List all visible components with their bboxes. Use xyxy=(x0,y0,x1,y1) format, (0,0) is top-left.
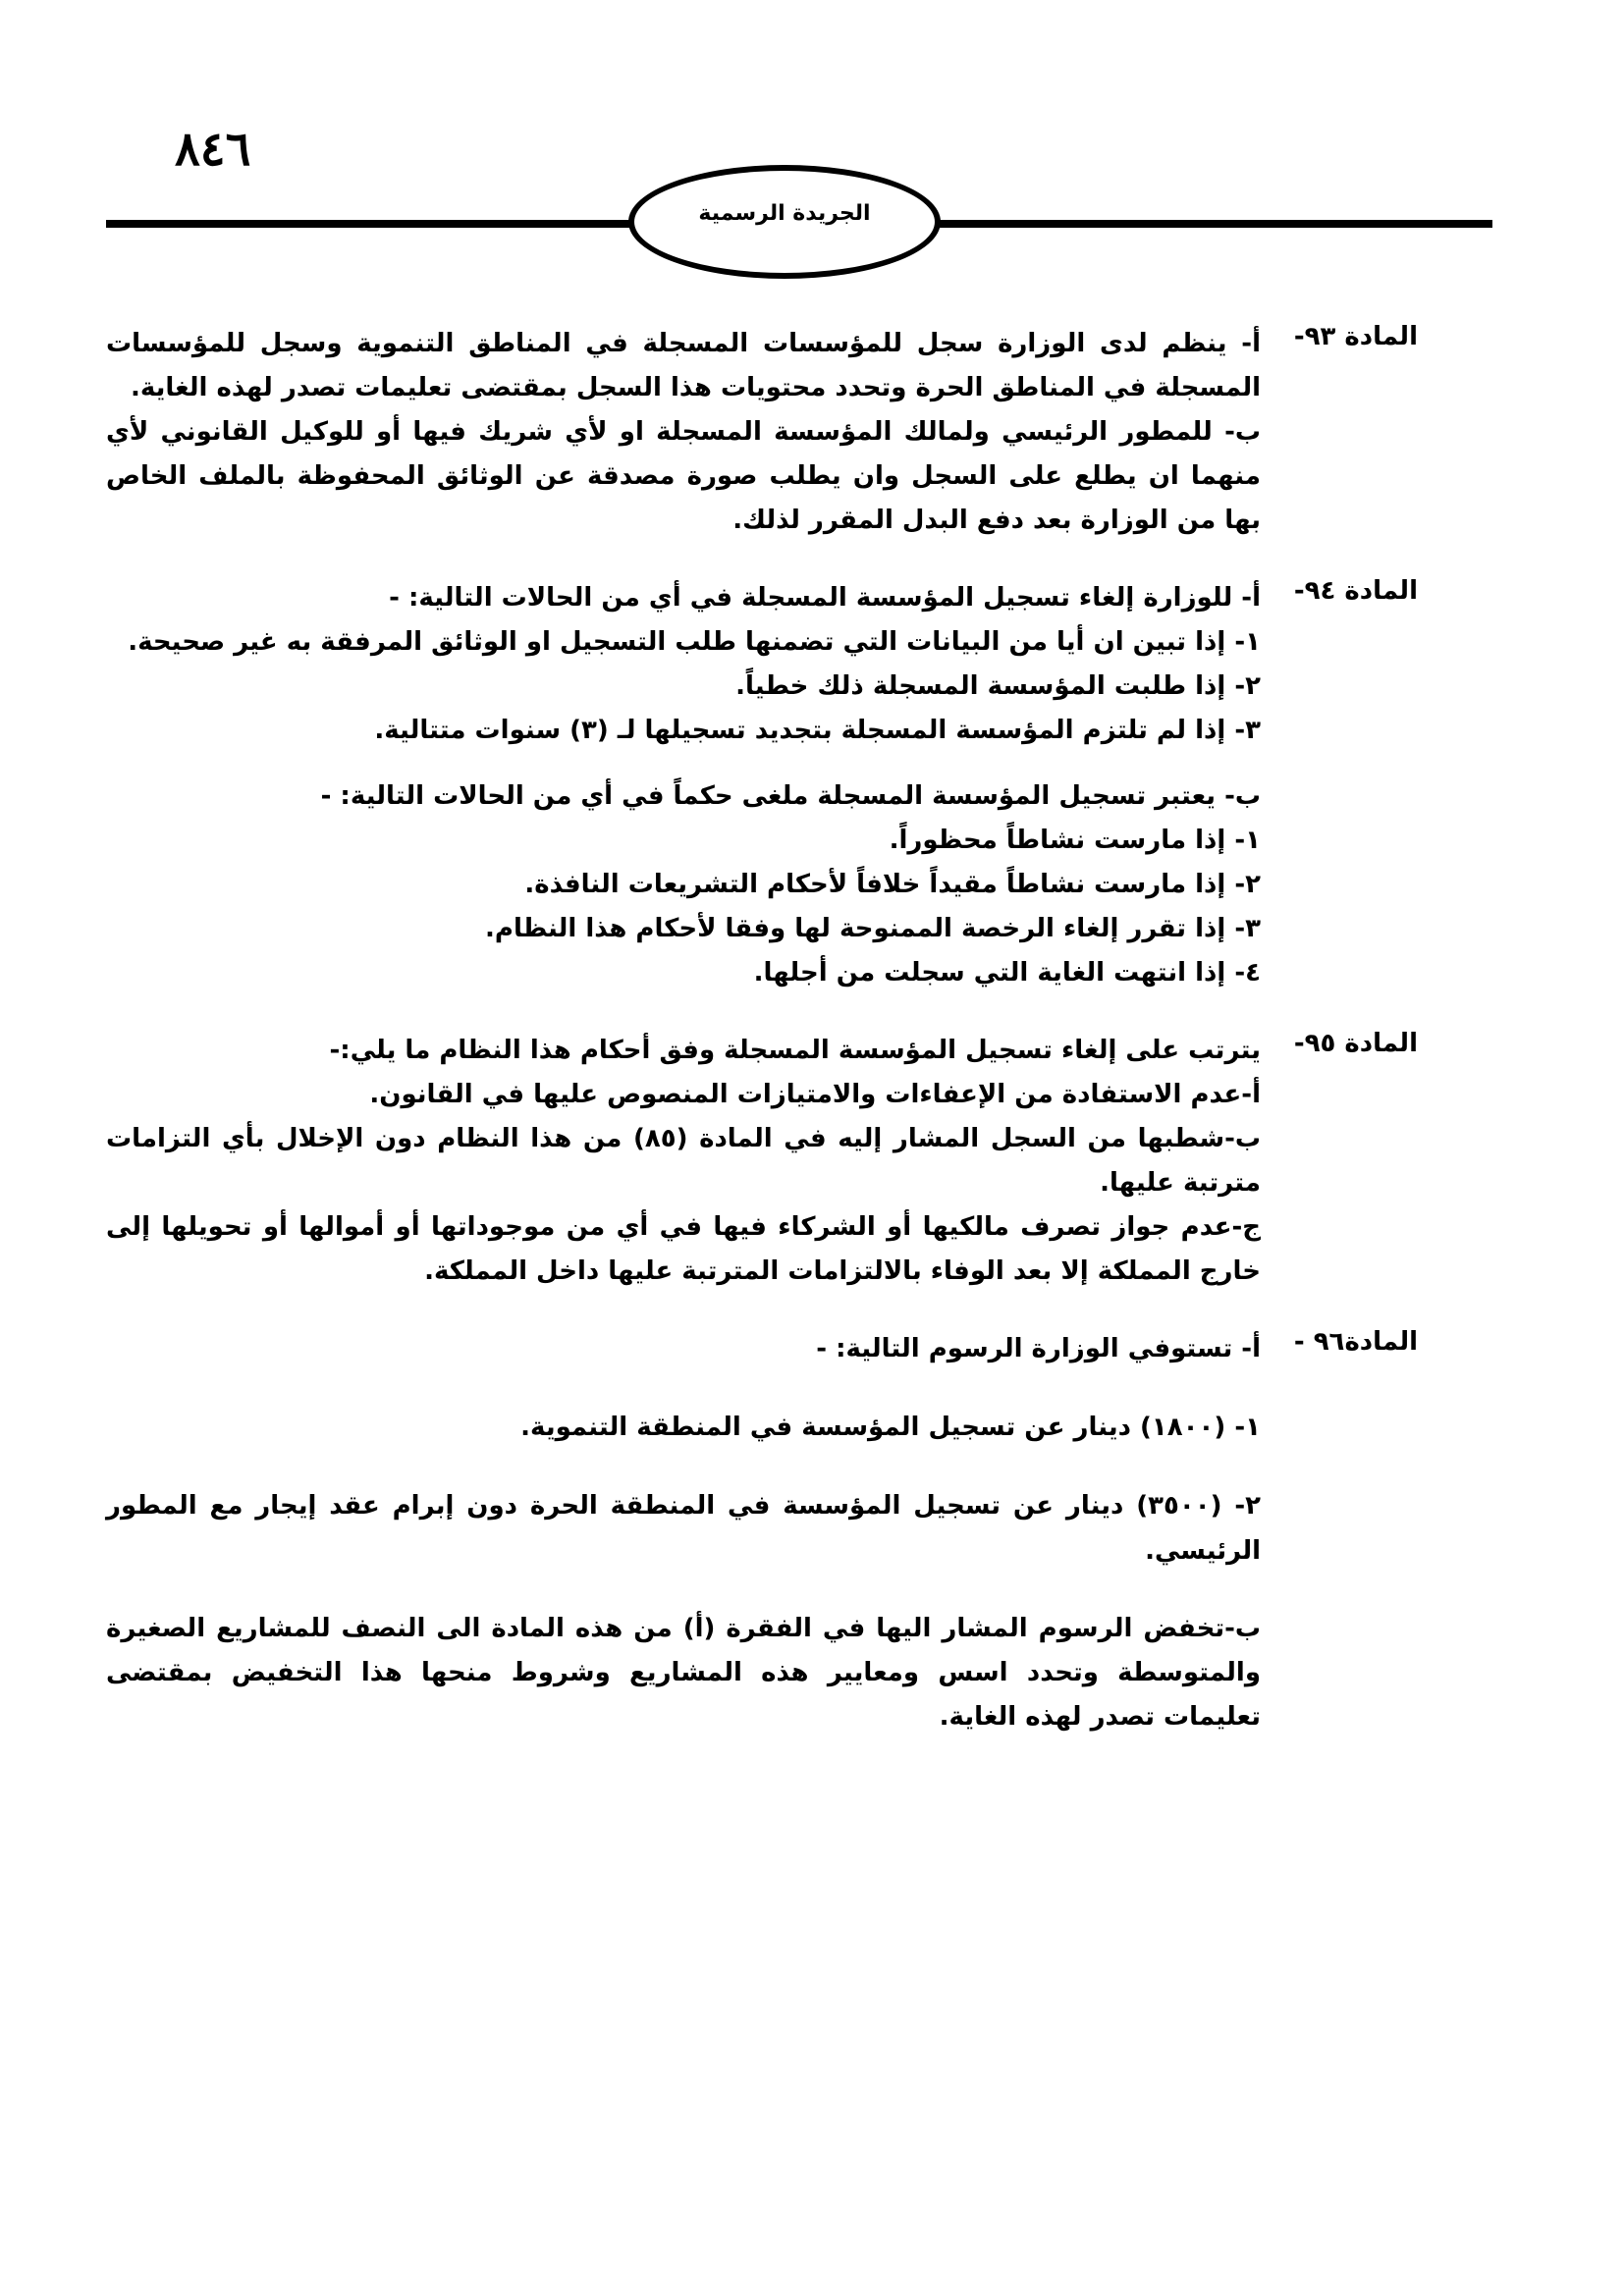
article-96-para-b: ب-تخفض الرسوم المشار اليها في الفقرة (أ) من هذه المادة الى النصف للمشاريع الصغيرة والمتوسطة وتحدد اسس ومعايير هذه المشاريع وشروط منحها هذا التخفيض بمقتضى تعليمات تصدر لهذه الغاية. xyxy=(106,1614,1261,1732)
article-94-para-b: ب- يعتبر تسجيل المؤسسة المسجلة ملغى حكماً في أي من الحالات التالية: - xyxy=(320,781,1261,811)
article-94-para-a: أ- للوزارة إلغاء تسجيل المؤسسة المسجلة في أي من الحالات التالية: - xyxy=(389,583,1261,613)
article-95-label: المادة ٩٥- xyxy=(1293,1029,1418,1058)
article-95 xyxy=(106,1029,1418,1294)
list-item: ١- إذا تبين ان أيا من البيانات التي تضمنها طلب التسجيل او الوثائق المرفقة به غير صحيحة. xyxy=(128,627,1261,657)
list-item: ١- إذا مارست نشاطاً محظوراً. xyxy=(889,826,1261,855)
article-94-a-items xyxy=(106,620,1261,753)
list-item: ٤- إذا انتهت الغاية التي سجلت من أجلها. xyxy=(753,958,1261,988)
list-item: ٢- إذا طلبت المؤسسة المسجلة ذلك خطياً. xyxy=(735,671,1261,701)
header-oval xyxy=(628,165,941,279)
list-item: ٣- إذا لم تلتزم المؤسسة المسجلة بتجديد تسجيلها لـ (٣) سنوات متتالية. xyxy=(374,716,1261,745)
article-95-para-b: ب-شطبها من السجل المشار إليه في المادة (٨٥) من هذا النظام دون الإخلال بأي التزامات مترتبة عليها. xyxy=(106,1124,1261,1198)
document-body xyxy=(106,322,1418,1773)
page-number: ٨٤٦ xyxy=(175,122,251,177)
gazette-title: الجريدة الرسمية xyxy=(698,200,871,226)
article-94-label: المادة ٩٤- xyxy=(1293,576,1418,606)
article-94-b-items xyxy=(106,819,1261,995)
article-96-label: المادة٩٦ - xyxy=(1293,1327,1418,1357)
list-item: ١- (١٨٠٠) دينار عن تسجيل المؤسسة في المنطقة التنموية. xyxy=(520,1413,1261,1442)
article-93-para-a: أ- ينظم لدى الوزارة سجل للمؤسسات المسجلة في المناطق التنموية وسجل للمؤسسات المسجلة في المناطق الحرة وتحدد محتويات هذا السجل بمقتضى تعليمات تصدر لهذه الغاية. xyxy=(106,329,1261,402)
article-95-para-a: أ-عدم الاستفادة من الإعفاءات والامتيازات المنصوص عليها في القانون. xyxy=(369,1080,1261,1109)
list-item: ٢- إذا مارست نشاطاً مقيداً خلافاً لأحكام التشريعات النافذة. xyxy=(524,870,1261,899)
article-96-para-a: أ- تستوفي الوزارة الرسوم التالية: - xyxy=(816,1334,1261,1363)
article-93 xyxy=(106,322,1418,543)
article-95-intro: يترتب على إلغاء تسجيل المؤسسة المسجلة وفق أحكام هذا النظام ما يلي:- xyxy=(329,1036,1261,1065)
article-95-para-c: ج-عدم جواز تصرف مالكيها أو الشركاء فيها في أي من موجوداتها أو أموالها أو تحويلها إلى خارج المملكة إلا بعد الوفاء بالالتزامات المترتبة عليها داخل المملكة. xyxy=(106,1212,1261,1286)
article-96 xyxy=(106,1327,1418,1739)
article-94 xyxy=(106,576,1418,995)
list-item: ٣- إذا تقرر إلغاء الرخصة الممنوحة لها وفقا لأحكام هذا النظام. xyxy=(485,914,1261,943)
article-93-label: المادة ٩٣- xyxy=(1293,322,1418,351)
list-item: ٢- (٣٥٠٠) دينار عن تسجيل المؤسسة في المنطقة الحرة دون إبرام عقد إيجار مع المطور الرئيسي. xyxy=(106,1491,1261,1566)
article-93-para-b: ب- للمطور الرئيسي ولمالك المؤسسة المسجلة او لأي شريك فيها أو للوكيل القانوني لأي منهما ان يطلع على السجل وان يطلب صورة مصدقة عن الوثائق المحفوظة بالملف الخاص بها من الوزارة بعد دفع البدل المقرر لذلك. xyxy=(106,417,1261,535)
